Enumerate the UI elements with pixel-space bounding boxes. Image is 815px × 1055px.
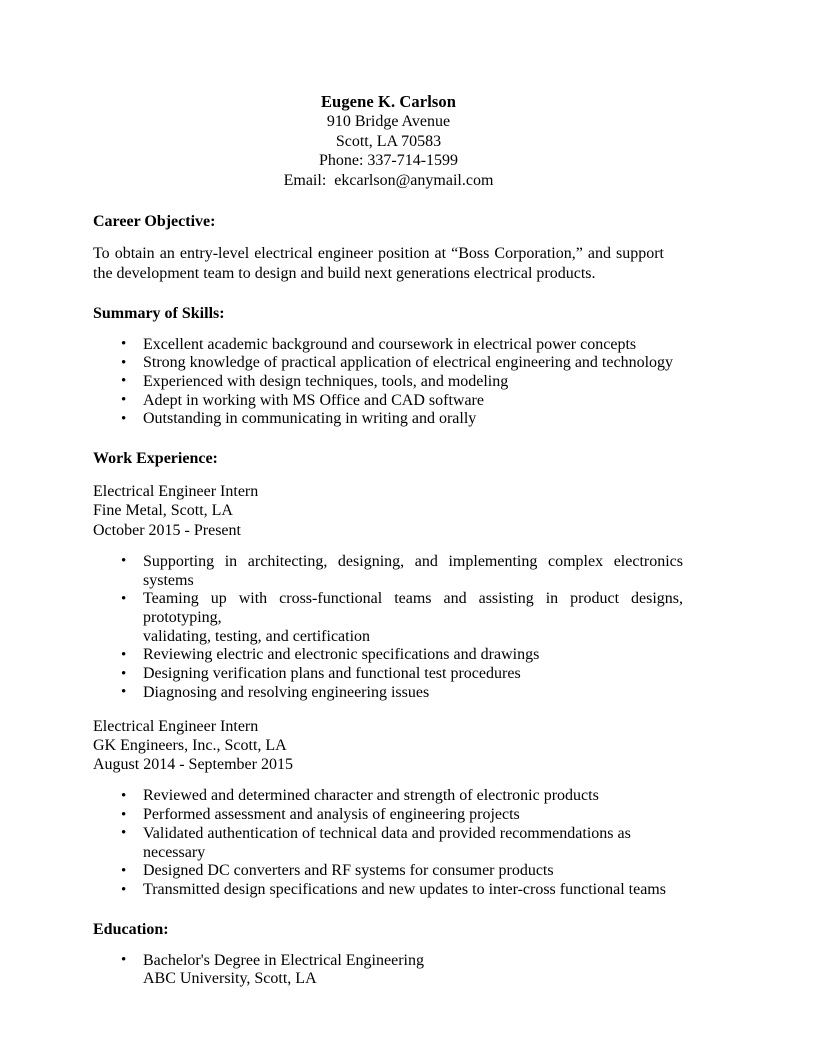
list-item: • Validated authentication of technical data and provided recommendations as necessary — [93, 825, 683, 862]
contact-header — [93, 92, 684, 190]
list-item — [93, 590, 683, 646]
skills-list — [93, 336, 684, 430]
list-item: • Supporting in architecting, designing, and implementing complex electronics systems — [93, 553, 683, 590]
list-item: • Experienced with design techniques, tools, and modeling — [93, 373, 683, 392]
list-item-line-2: validating, testing, and certification — [143, 627, 371, 645]
job-title: Electrical Engineer Intern — [93, 483, 259, 501]
list-item: • Performed assessment and analysis of engineering projects — [93, 806, 683, 825]
list-item: • Designing verification plans and functional test procedures — [93, 665, 683, 684]
resume-content — [93, 92, 684, 989]
education-list — [93, 952, 684, 989]
list-item: • Strong knowledge of practical application of electrical engineering and technology — [93, 354, 683, 373]
section-heading-summary-of-skills: Summary of Skills: — [93, 304, 225, 322]
career-objective-text: To obtain an entry-level electrical engineer position at “Boss Corporation,” and support the development team to design and build next generations electrical products. — [93, 245, 664, 282]
section-heading-work-experience: Work Experience: — [93, 450, 218, 468]
job-entry — [93, 482, 684, 540]
education-institution: ABC University, Scott, LA — [143, 970, 317, 988]
list-item: • Transmitted design specifications and new updates to inter-cross functional teams — [93, 881, 683, 900]
list-item: • Designed DC converters and RF systems for consumer products — [93, 862, 683, 881]
list-item: • Reviewing electric and electronic specifications and drawings — [93, 646, 683, 665]
section-heading-education: Education: — [93, 920, 169, 938]
candidate-name: Eugene K. Carlson — [320, 92, 457, 111]
job-responsibilities-list — [93, 553, 684, 703]
address-line-1: 910 Bridge Avenue — [326, 113, 451, 130]
address-line-2: Scott, LA 70583 — [335, 132, 442, 150]
job-employer: GK Engineers, Inc., Scott, LA — [93, 736, 287, 754]
list-item-line-1: Teaming up with cross-functional teams and assisting in product designs, prototyping, — [143, 590, 683, 627]
job-employer: Fine Metal, Scott, LA — [93, 502, 233, 520]
job-title: Electrical Engineer Intern — [93, 717, 259, 735]
list-item: • Diagnosing and resolving engineering issues — [93, 684, 683, 703]
list-item: • Excellent academic background and coursework in electrical power concepts — [93, 336, 683, 355]
job-responsibilities-list — [93, 787, 684, 899]
education-degree: Bachelor's Degree in Electrical Engineering — [143, 951, 424, 969]
list-item: • Outstanding in communicating in writing and orally — [93, 410, 683, 429]
list-item: • Adept in working with MS Office and CAD software — [93, 392, 683, 411]
phone-line: Phone: 337-714-1599 — [318, 152, 459, 170]
email-line: Email: ekcarlson@anymail.com — [283, 171, 494, 189]
list-item: • Reviewed and determined character and strength of electronic products — [93, 787, 683, 806]
job-dates: August 2014 - September 2015 — [93, 756, 293, 774]
section-heading-career-objective: Career Objective: — [93, 213, 216, 231]
job-entry — [93, 717, 684, 775]
list-item — [93, 952, 683, 989]
job-dates: October 2015 - Present — [93, 521, 241, 539]
